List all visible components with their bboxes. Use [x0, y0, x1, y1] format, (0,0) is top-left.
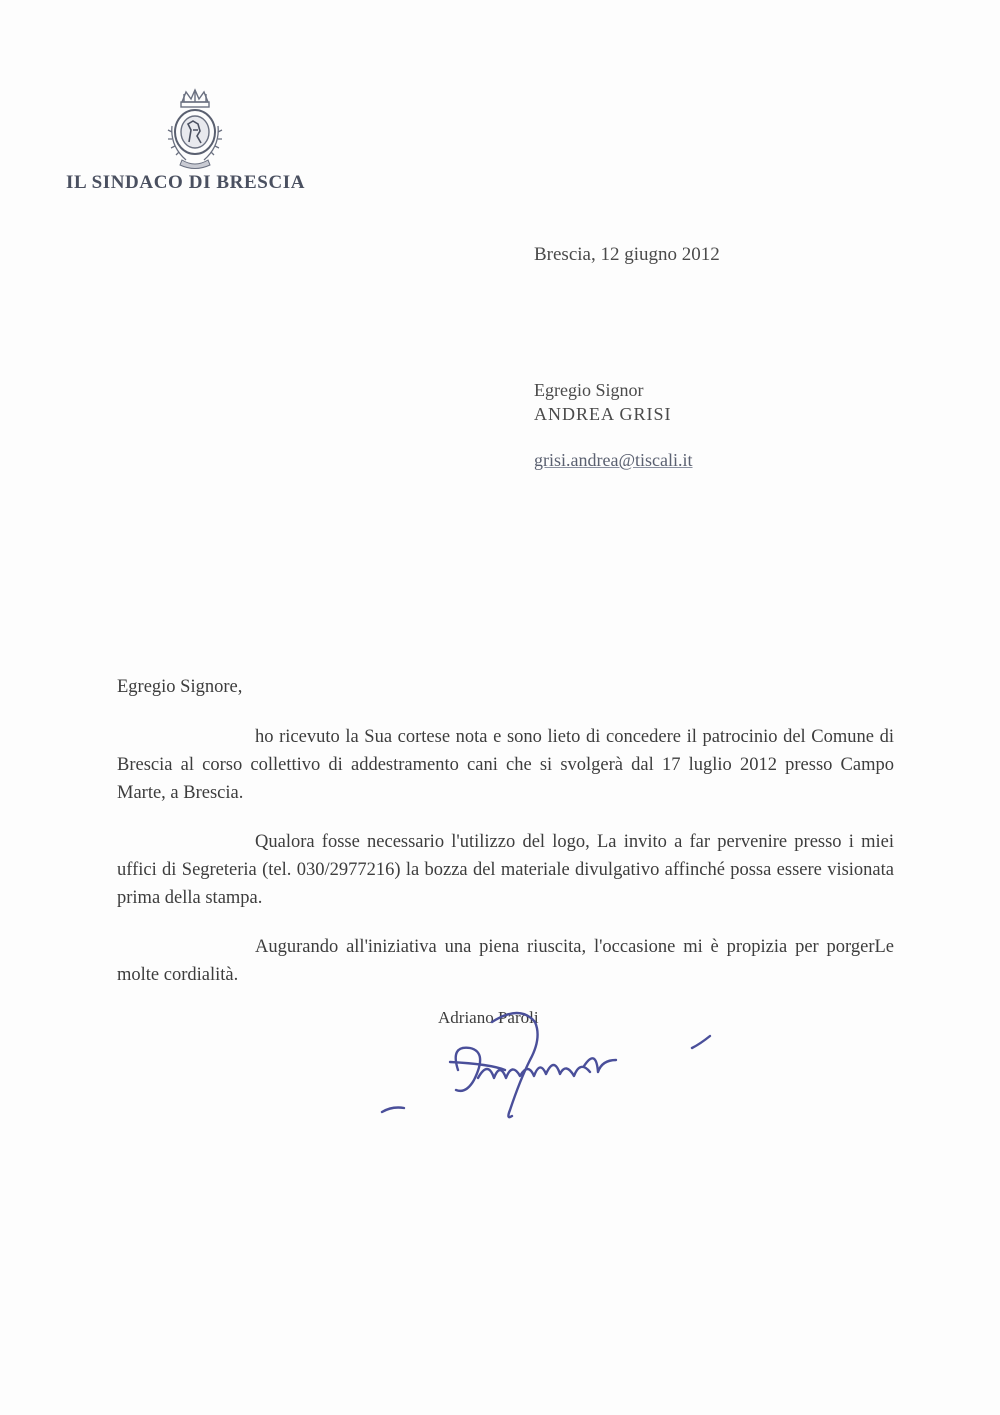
office-title: IL SINDACO DI BRESCIA: [66, 172, 306, 193]
letter-salutation: Egregio Signore,: [117, 677, 243, 697]
city-coat-of-arms-icon: [160, 85, 230, 173]
recipient-email-link[interactable]: grisi.andrea@tiscali.it: [534, 450, 693, 470]
body-paragraph: Augurando all'iniziativa una piena riuscita, l'occasione mi è propizia per porgerLe molte cordialità.: [117, 937, 894, 985]
recipient-name: ANDREA GRISI: [534, 404, 672, 424]
letter-body: [117, 673, 894, 1010]
signer-name: Adriano Paroli: [438, 1008, 539, 1027]
handwritten-signature: [370, 990, 730, 1140]
recipient-address-block: [534, 378, 693, 472]
letter-date: Brescia, 12 giugno 2012: [534, 244, 720, 265]
body-paragraph: Qualora fosse necessario l'utilizzo del logo, La invito a far pervenire presso i miei uffici di Segreteria (tel. 030/2977216) la bozza del materiale divulgativo affinché possa essere visionata prima della stampa.: [117, 832, 894, 908]
recipient-salutation-line: Egregio Signor: [534, 380, 644, 400]
body-paragraph: ho ricevuto la Sua cortese nota e sono lieto di concedere il patrocinio del Comune di Brescia al corso collettivo di addestramento cani che si svolgerà dal 17 luglio 2012 presso Campo Marte, a Brescia.: [117, 727, 894, 803]
